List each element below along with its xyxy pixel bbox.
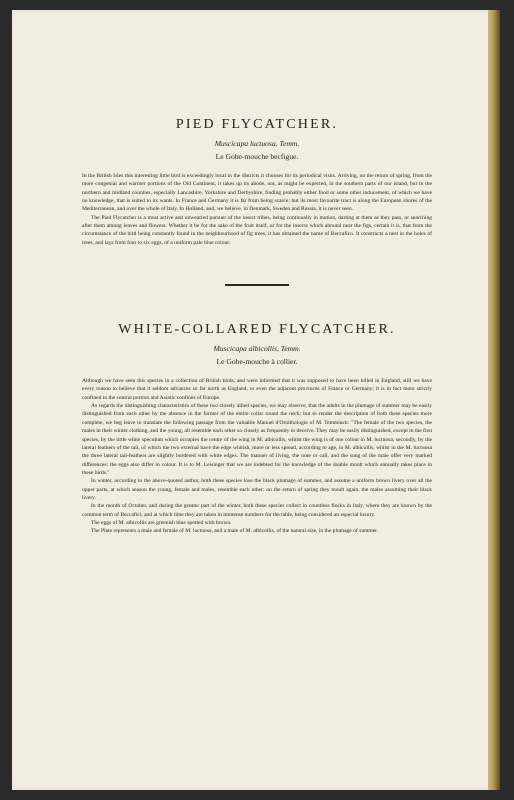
french-name: Le Gobe-mouche becfigue. [215, 152, 299, 161]
section-divider-rule [225, 284, 289, 286]
latin-name [82, 343, 432, 354]
body-paragraph: Although we have seen this species in a collection of British birds, and were informed that it was supposed to have been killed in England, still we have every reason to believe that it seldom advances so far north as England, or even the adjacent provinces of France or Germany; it is in fact more strictly confined to the central portion and Asiatic confines of Europe. [82, 378, 432, 401]
body-paragraph: The Pied Flycatcher is a most active and unwearied pursuer of the insect tribes, being continually in motion, darting at them as they pass, or searching after them among leaves and flowers. Whether it be for the sake of the fruit itself, or for the insects which abound near the figs, certain it is, that from the circumstance of the bird being constantly found in the neighbourhood of fig trees, it has obtained the name of Beccafico. It constructs a nest in the holes of trees, and lays from four to six eggs, of a uniform pale blue colour. [82, 214, 432, 246]
section-body [82, 172, 432, 247]
section-title-white-collared-flycatcher: WHITE-COLLARED FLYCATCHER. [118, 322, 396, 338]
section-title-pied-flycatcher: PIED FLYCATCHER. [175, 117, 339, 132]
gilt-page-edge [488, 10, 500, 790]
page-content [82, 116, 432, 536]
body-paragraph: In the British Isles this interesting little bird is exceedingly local in the districts it chooses for its periodical visits. Arriving, on the return of spring, from the more congenial and warmer portions of the Old Continent, it takes up its abode, not, as might be expected, in the southern parts of our island, but in the northern and midland counties, especially Lancashire, Yorkshire and Derbyshire, finding probably either food or some other inducement, of which we have no knowledge, that is suited to its wants. In France and Germany it is far from being scarce; but its most favourite tract is along the European shores of the Mediterranean, and over the whole of Italy. In Holland, and, we believe, in Denmark, Sweden and Russia, it is never seen. [82, 173, 432, 213]
book-page [12, 10, 500, 790]
latin-name [82, 138, 432, 149]
body-paragraph: In the month of October, and during the greater part of the winter, both these species collect in countless flocks in Italy, where they are known by the common term of Beccafici, and at which time they are taken in immense numbers for the table, being considered an especial luxury. [82, 503, 432, 518]
body-paragraph: In winter, according to the above-quoted author, both these species lose the black plumage of summer, and assume a uniform brown livery over all the upper parts, at which season the young, female and males, resemble each other: on the return of spring they moult again, the males assuming their black livery. [82, 478, 432, 501]
taxonomic-authority: Temm. [279, 139, 300, 148]
taxonomic-authority: Temm. [280, 344, 301, 354]
latin-binomial: Muscicapa albicollis, [213, 344, 279, 354]
section-body [82, 377, 432, 536]
body-paragraph: As regards the distinguishing characteristics of these two closely allied species, we may observe, that the adults in the plumage of summer may be easily distinguished from each other by the absence in the former of the entire collar round the neck; but to render the description of both these species more complete, we beg leave to translate the following passage from the valuable Manuel d'Ornithologie of M. Temminck: "The female of the two species, the males in their winter clothing, and the young, all resemble each other so closely as frequently to deceive. They may be easily distinguished, except in the first species, by the little white speculum which occupies the centre of the wing in M. albicollis, whilst the wing is of one colour in M. luctuosa; secondly, by the lateral feathers of the tail, of which the two external have the edge whitish, more or less spread, according to age, in M. albicollis, whilst in the M. luctuosa the three lateral tail-feathers are slightly bordered with white edges. The manner of living, the note or call, and the song of the male offer very marked differences: the eggs also differ in colour. It is to M. Leisinger that we are indebted for the knowledge of the double moult which annually takes place in these birds." [82, 403, 432, 476]
french-name: Le Gobe-mouche à collier. [216, 357, 298, 367]
body-paragraph: The eggs of M. albicollis are greenish blue spotted with brown. [91, 519, 232, 526]
body-paragraph: The Plate represents a male and female of M. luctuosa, and a male of M. albicollis, of the natural size, in the plumage of summer. [91, 528, 379, 535]
latin-binomial: Muscicapa luctuosa, [214, 139, 278, 148]
